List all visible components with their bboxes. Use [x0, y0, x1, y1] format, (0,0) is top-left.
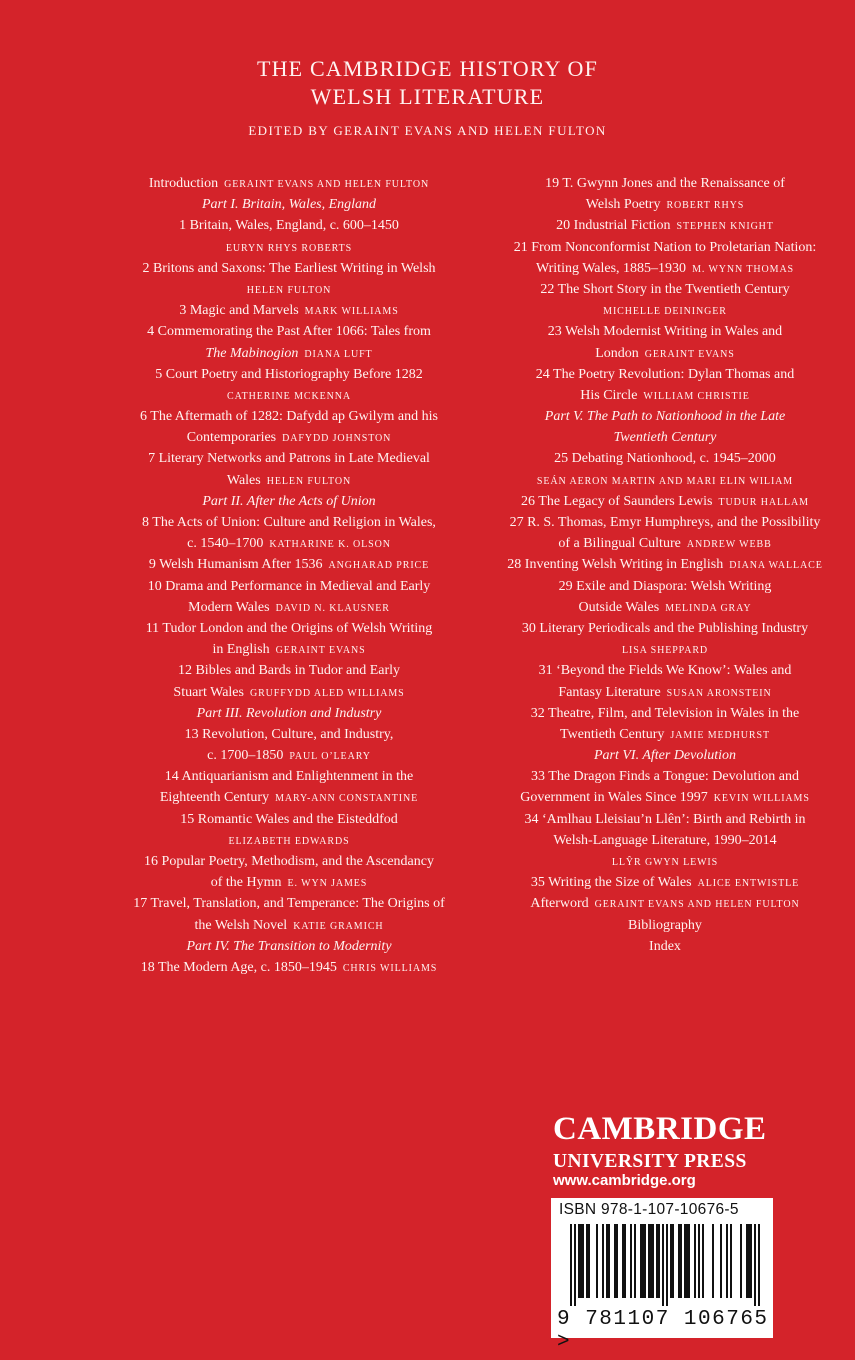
contents-entry-author: MICHELLE DEININGER [603, 306, 727, 318]
contents-entry-author: WILLIAM CHRISTIE [643, 390, 750, 402]
contents-entry-title: Government in Wales Since 1997 [520, 790, 708, 806]
contents-entry-title: 28 Inventing Welsh Writing in English [507, 557, 724, 573]
contents-entry-author: HELEN FULTON [246, 284, 332, 296]
contents-entry-title: 12 Bibles and Bards in Tudor and Early [177, 663, 401, 679]
contents-entry-title: The Mabinogion [205, 345, 299, 361]
contents-entry-author: KATHARINE K. OLSON [269, 539, 391, 551]
contents-entry [465, 766, 855, 787]
barcode-bar [602, 1224, 604, 1298]
contents-entry [465, 893, 855, 914]
contents-entry-title: 32 Theatre, Film, and Television in Wales in the [530, 705, 800, 721]
barcode-bar [758, 1224, 760, 1306]
contents-entry [465, 343, 855, 364]
contents-entry [465, 703, 855, 724]
contents-entry-author: PAUL O’LEARY [289, 751, 371, 763]
contents-entry-author: EURYN RHYS ROBERTS [225, 242, 353, 254]
contents-entry-title: 29 Exile and Diaspora: Welsh Writing [558, 578, 772, 594]
contents-entry [88, 448, 490, 469]
contents-entry-author: GERAINT EVANS AND HELEN FULTON [224, 179, 430, 190]
contents-entry [465, 872, 855, 893]
contents-entry-title: 34 ‘Amlhau Lleisiau’n Llên’: Birth and Rebirth in [524, 811, 806, 827]
barcode-digits: 9 781107 106765 > [557, 1308, 769, 1354]
contents-entry [465, 915, 855, 936]
contents-entry-title: Fantasy Literature [558, 684, 661, 700]
barcode-bar [622, 1224, 624, 1298]
contents-entry [88, 364, 490, 385]
contents-entry-title: Part VI. After Devolution [593, 748, 737, 764]
contents-entry [88, 787, 490, 808]
contents-entry [88, 639, 490, 660]
barcode-bar [644, 1224, 646, 1298]
contents-entry [88, 279, 490, 300]
contents-entry [88, 533, 490, 554]
contents-entry-author: DIANA LUFT [304, 348, 373, 360]
contents-entry-author: GERAINT EVANS [275, 645, 366, 657]
barcode-bar [570, 1224, 572, 1306]
contents-entry [88, 745, 490, 766]
barcode-bar [662, 1224, 664, 1306]
contents-entry-author: ELIZABETH EDWARDS [228, 835, 350, 847]
contents-entry-author: ROBERT RHYS [666, 200, 745, 212]
barcode-bar [582, 1224, 584, 1298]
contents-entry-author: E. WYN JAMES [287, 878, 368, 890]
contents-entry-author: DAVID N. KLAUSNER [275, 602, 390, 614]
contents-entry [88, 321, 490, 342]
contents-entry [465, 851, 855, 872]
contents-entry-title: Part V. The Path to Nationhood in the Late [544, 409, 786, 425]
contents-entry [88, 554, 490, 575]
contents-entry-title: 15 Romantic Wales and the Eisteddfod [180, 811, 398, 827]
contents-entry [88, 215, 490, 236]
book-title-line-2: WELSH LITERATURE [310, 84, 545, 109]
contents-entry [88, 703, 490, 724]
contents-entry-author: MARK WILLIAMS [304, 306, 399, 318]
barcode-bar [596, 1224, 598, 1298]
contents-entry [465, 300, 855, 321]
contents-entry-author: ANGHARAD PRICE [328, 560, 430, 572]
barcode-bar [630, 1224, 632, 1298]
contents-entry-title: 22 The Short Story in the Twentieth Century [540, 281, 790, 297]
contents-entry-title: 17 Travel, Translation, and Temperance: The Origins of [133, 896, 445, 912]
contents-entry-title: Index [649, 938, 681, 954]
contents-entry-author: HELEN FULTON [266, 475, 352, 487]
contents-entry-title: 31 ‘Beyond the Fields We Know’: Wales and [538, 663, 792, 679]
contents-entry [465, 470, 855, 491]
contents-entry-title: 35 Writing the Size of Wales [530, 875, 692, 891]
contents-entry [88, 936, 490, 957]
contents-entry [465, 639, 855, 660]
barcode-bar [750, 1224, 752, 1298]
contents-entry-title: Introduction [148, 176, 219, 191]
contents-entry-title: His Circle [580, 387, 638, 403]
contents-entry [465, 279, 855, 300]
contents-entry-title: 24 The Poetry Revolution: Dylan Thomas and [535, 366, 795, 382]
contents-entry-author: GERAINT EVANS [644, 348, 735, 360]
contents-entry [465, 787, 855, 808]
barcode-bar [712, 1224, 714, 1298]
contents-entry-title: Part III. Revolution and Industry [196, 705, 382, 721]
contents-entry [465, 258, 855, 279]
barcode-bar [748, 1224, 750, 1298]
contents-entry-title: of a Bilingual Culture [558, 536, 681, 552]
barcode-bar [648, 1224, 650, 1298]
contents-entry-title: Twentieth Century [560, 726, 665, 742]
contents-entry [465, 427, 855, 448]
publisher-logo [553, 1113, 767, 1174]
contents-entry [88, 915, 490, 936]
contents-entry-author: M. WYNN THOMAS [692, 263, 795, 275]
contents-entry-title: c. 1540–1700 [187, 536, 264, 552]
contents-entry-title: Welsh Poetry [585, 197, 661, 213]
publisher-website: www.cambridge.org [553, 1172, 696, 1189]
contents-entry [88, 851, 490, 872]
contents-entry-author: KEVIN WILLIAMS [713, 793, 810, 805]
contents-entry [88, 597, 490, 618]
contents-entry [465, 448, 855, 469]
isbn-barcode [551, 1198, 773, 1354]
contents-entry [465, 830, 855, 851]
contents-entry [88, 660, 490, 681]
contents-entry [465, 682, 855, 703]
contents-entry [465, 618, 855, 639]
contents-entry [88, 766, 490, 787]
barcode-bar [580, 1224, 582, 1298]
editors-credit: EDITED BY GERAINT EVANS AND HELEN FULTON [248, 123, 607, 138]
contents-entry [465, 554, 855, 575]
barcode-bar [720, 1224, 722, 1298]
barcode-bar [698, 1224, 700, 1298]
contents-entry [88, 682, 490, 703]
contents-entry-author: JAMIE MEDHURST [670, 729, 770, 741]
contents-entry-title: 18 The Modern Age, c. 1850–1945 [140, 959, 337, 975]
contents-entry-author: ALICE ENTWISTLE [697, 878, 800, 890]
contents-entry [465, 215, 855, 236]
contents-entry [465, 809, 855, 830]
barcode-bar [694, 1224, 696, 1298]
contents-entry-author: MELINDA GRAY [665, 602, 752, 614]
contents-entry-title: Welsh-Language Literature, 1990–2014 [553, 832, 777, 848]
contents-column-left [88, 173, 490, 978]
barcode-bar [678, 1224, 680, 1298]
contents-entry-title: Eighteenth Century [159, 790, 270, 806]
contents-entry-title: 2 Britons and Saxons: The Earliest Writing in Welsh [142, 260, 436, 276]
barcode-bar [684, 1224, 686, 1298]
barcode-bar [740, 1224, 742, 1298]
contents-entry-author: GRUFFYDD ALED WILLIAMS [249, 687, 405, 699]
contents-entry [465, 237, 855, 258]
publisher-division: UNIVERSITY PRESS [553, 1151, 747, 1172]
publisher-name: CAMBRIDGE [553, 1111, 767, 1147]
barcode-bar [680, 1224, 682, 1298]
contents-entry-title: Writing Wales, 1885–1930 [535, 260, 687, 276]
contents-entry-author: ANDREW WEBB [686, 539, 772, 551]
contents-entry-author: CATHERINE MCKENNA [227, 390, 351, 402]
contents-entry-title: 4 Commemorating the Past After 1066: Tales from [147, 324, 431, 340]
contents-entry [465, 194, 855, 215]
contents-entry-author: CHRIS WILLIAMS [342, 962, 438, 974]
contents-entry-title: 11 Tudor London and the Origins of Welsh Writing [145, 620, 433, 636]
contents-entry [465, 491, 855, 512]
contents-entry-title: 7 Literary Networks and Patrons in Late Medieval [148, 451, 430, 467]
barcode-bar [658, 1224, 660, 1298]
contents-entry [465, 936, 855, 957]
contents-entry-author: KATIE GRAMICH [293, 920, 384, 932]
contents-entry-title: London [595, 345, 639, 361]
contents-entry-author: LISA SHEPPARD [621, 645, 709, 657]
contents-entry-title: c. 1700–1850 [207, 748, 284, 764]
contents-entry [465, 512, 855, 533]
contents-entry-author: TUDUR HALLAM [718, 496, 809, 508]
barcode-bar [656, 1224, 658, 1298]
contents-entry-title: 19 T. Gwynn Jones and the Renaissance of [545, 176, 785, 191]
contents-entry [88, 300, 490, 321]
contents-entry-author: MARY-ANN CONSTANTINE [275, 793, 419, 805]
contents-column-right [465, 173, 855, 957]
contents-entry-title: 13 Revolution, Culture, and Industry, [184, 726, 394, 742]
contents-entry [88, 872, 490, 893]
contents-entry [465, 385, 855, 406]
contents-entry-title: Twentieth Century [613, 430, 717, 446]
contents-entry [88, 618, 490, 639]
barcode-bar [588, 1224, 590, 1298]
contents-entry-title: Part I. Britain, Wales, England [201, 197, 377, 213]
contents-entry [465, 660, 855, 681]
contents-entry-title: the Welsh Novel [194, 917, 288, 933]
barcode-bar [650, 1224, 652, 1298]
contents-entry-title: Part IV. The Transition to Modernity [186, 938, 392, 954]
barcode-bar [606, 1224, 608, 1298]
barcode-bar [634, 1224, 636, 1298]
contents-entry-title: 16 Popular Poetry, Methodism, and the Ascendancy [144, 854, 434, 869]
contents-entry-title: 10 Drama and Performance in Medieval and Early [147, 578, 431, 594]
contents-entry-author: SUSAN ARONSTEIN [666, 687, 772, 699]
contents-entry [88, 173, 490, 194]
contents-entry-title: 6 The Aftermath of 1282: Dafydd ap Gwilym and his [140, 409, 438, 425]
contents-entry [465, 406, 855, 427]
contents-entry [465, 745, 855, 766]
contents-entry [88, 406, 490, 427]
contents-entry [88, 809, 490, 830]
isbn-label: ISBN 978-1-107-10676-5 [559, 1201, 739, 1218]
barcode-bar [688, 1224, 690, 1298]
contents-entry [88, 893, 490, 914]
barcode-bar [726, 1224, 728, 1298]
contents-entry [88, 957, 490, 978]
contents-entry-title: 3 Magic and Marvels [179, 303, 299, 319]
barcode-bar [578, 1224, 580, 1298]
barcode-bar [702, 1224, 704, 1298]
contents-entry-title: Part II. After the Acts of Union [202, 493, 376, 509]
contents-entry-title: in English [212, 642, 270, 658]
book-title-line-1: THE CAMBRIDGE HISTORY OF [256, 56, 599, 81]
contents-entry-title: 9 Welsh Humanism After 1536 [148, 557, 323, 573]
contents-entry-title: 25 Debating Nationhood, c. 1945–2000 [554, 451, 776, 467]
contents-entry-title: 30 Literary Periodicals and the Publishing Industry [521, 620, 809, 636]
contents-entry [465, 364, 855, 385]
barcode-bar [670, 1224, 672, 1298]
barcode-bar [624, 1224, 626, 1298]
contents-entry-author: STEPHEN KNIGHT [676, 221, 774, 233]
barcode-bar [614, 1224, 616, 1298]
contents-entry-title: Wales [226, 472, 261, 488]
contents-entry-title: 27 R. S. Thomas, Emyr Humphreys, and the Possibility [509, 515, 821, 530]
contents-entry-title: 26 The Legacy of Saunders Lewis [521, 493, 713, 509]
contents-entry-title: Contemporaries [186, 430, 277, 446]
contents-entry-title: Outside Wales [578, 599, 660, 615]
contents-entry-title: 1 Britain, Wales, England, c. 600–1450 [179, 218, 399, 234]
contents-entry [88, 258, 490, 279]
contents-entry-title: 8 The Acts of Union: Culture and Religion in Wales, [142, 515, 436, 530]
contents-entry [88, 427, 490, 448]
barcode-bar [686, 1224, 688, 1298]
contents-entry [465, 597, 855, 618]
contents-entry-title: Afterword [530, 896, 589, 912]
contents-entry [465, 576, 855, 597]
barcode-bar [640, 1224, 642, 1298]
contents-entry-title: 14 Antiquarianism and Enlightenment in the [164, 769, 414, 785]
barcode-bar [608, 1224, 610, 1298]
barcode-bar [652, 1224, 654, 1298]
contents-entry-author: DAFYDD JOHNSTON [282, 433, 392, 445]
barcode-bar [586, 1224, 588, 1298]
barcode-bar [754, 1224, 756, 1306]
contents-entry [88, 576, 490, 597]
contents-entry [88, 385, 490, 406]
contents-entry-title: 5 Court Poetry and Historiography Before 1282 [155, 366, 423, 382]
contents-entry-title: Modern Wales [188, 599, 270, 615]
contents-entry [88, 343, 490, 364]
barcode-bar [666, 1224, 668, 1306]
contents-entry [465, 173, 855, 194]
contents-entry-title: Bibliography [628, 917, 702, 933]
contents-entry-author: LLŶR GWYN LEWIS [611, 857, 719, 868]
contents-entry-author: GERAINT EVANS AND HELEN FULTON [594, 899, 800, 911]
contents-entry-author: SEÁN AERON MARTIN AND MARI ELIN WILIAM [536, 475, 794, 487]
contents-entry [465, 724, 855, 745]
contents-entry [465, 321, 855, 342]
contents-entry-title: of the Hymn [210, 875, 282, 891]
barcode-bars [554, 1224, 770, 1306]
contents-entry-author: DIANA WALLACE [729, 560, 823, 572]
barcode-bar [746, 1224, 748, 1298]
contents-entry-title: 33 The Dragon Finds a Tongue: Devolution and [531, 769, 799, 785]
contents-entry [88, 491, 490, 512]
contents-entry [88, 724, 490, 745]
barcode-bar [642, 1224, 644, 1298]
contents-entry-title: 20 Industrial Fiction [556, 218, 671, 234]
contents-entry-title: Stuart Wales [173, 684, 244, 700]
contents-entry [88, 830, 490, 851]
barcode-bar [616, 1224, 618, 1298]
contents-entry [88, 237, 490, 258]
barcode-bar [730, 1224, 732, 1298]
contents-entry-title: 23 Welsh Modernist Writing in Wales and [547, 324, 783, 340]
contents-entry [88, 194, 490, 215]
contents-entry [88, 512, 490, 533]
barcode-bar [574, 1224, 576, 1306]
barcode-bar [672, 1224, 674, 1298]
contents-entry [465, 533, 855, 554]
contents-entry [88, 470, 490, 491]
contents-entry-title: 21 From Nonconformist Nation to Proletarian Nation: [513, 239, 817, 255]
